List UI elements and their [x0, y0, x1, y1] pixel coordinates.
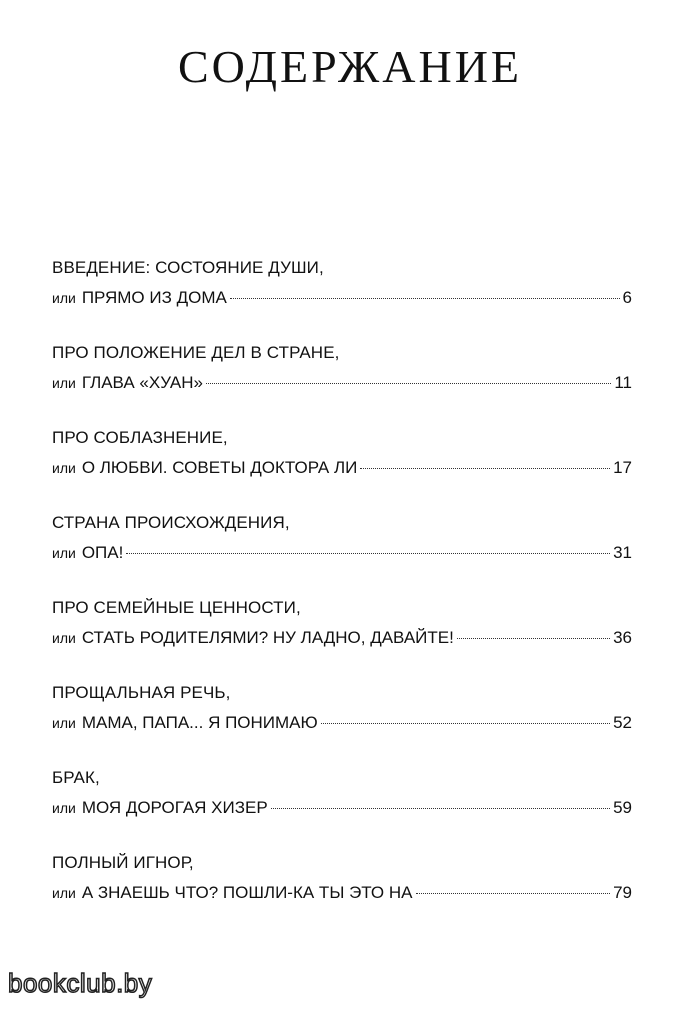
toc-entry-subtitle: А ЗНАЕШЬ ЧТО? ПОШЛИ-КА ТЫ ЭТО НА	[81, 883, 413, 902]
toc-entry-prefix: или	[52, 715, 76, 731]
toc-entry-page-number: 11	[614, 373, 632, 392]
toc-entry-prefix: или	[52, 885, 76, 901]
toc-entry-page-number: 59	[613, 798, 632, 817]
toc-entry	[52, 851, 632, 936]
dot-leader	[271, 808, 610, 809]
toc-entry-subtitle: МОЯ ДОРОГАЯ ХИЗЕР	[81, 798, 268, 817]
toc-entry-subline	[52, 286, 632, 310]
toc-entry	[52, 766, 632, 851]
toc-entry-page-number: 79	[613, 883, 632, 902]
toc-entry-heading: ПРО СОБЛАЗНЕНИЕ,	[52, 428, 228, 447]
dot-leader	[321, 723, 610, 724]
toc-entry	[52, 341, 632, 426]
toc-entry-page-number: 52	[613, 713, 632, 732]
toc-entry-heading: БРАК,	[52, 768, 100, 787]
toc-entry-heading: ПОЛНЫЙ ИГНОР,	[52, 853, 194, 872]
toc-entry-page-number: 31	[613, 543, 632, 562]
watermark: bookclub.by	[8, 968, 153, 998]
toc-entry-heading: ВВЕДЕНИЕ: СОСТОЯНИЕ ДУШИ,	[52, 258, 324, 277]
dot-leader	[416, 893, 611, 894]
toc-entry-subtitle: ГЛАВА «ХУАН»	[81, 373, 203, 392]
toc-entry-subtitle: ПРЯМО ИЗ ДОМА	[81, 288, 227, 307]
dot-leader	[457, 638, 610, 639]
dot-leader	[360, 468, 610, 469]
toc-entry-subline	[52, 626, 632, 650]
toc-entry-prefix: или	[52, 290, 76, 306]
toc-entry-prefix: или	[52, 375, 76, 391]
toc-entry-prefix: или	[52, 460, 76, 476]
toc-entry-page-number: 6	[622, 288, 632, 307]
toc-entry-subline	[52, 456, 632, 480]
toc-entry-subtitle: МАМА, ПАПА... Я ПОНИМАЮ	[81, 713, 318, 732]
toc-entry-heading: СТРАНА ПРОИСХОЖДЕНИЯ,	[52, 513, 290, 532]
toc-entry-subline	[52, 881, 632, 905]
toc-entry-subline	[52, 796, 632, 820]
toc-entry-prefix: или	[52, 800, 76, 816]
toc-entry-subline	[52, 371, 632, 395]
table-of-contents	[52, 256, 632, 936]
toc-entry-subline	[52, 541, 632, 565]
toc-entry	[52, 256, 632, 341]
toc-entry	[52, 511, 632, 596]
dot-leader	[126, 553, 610, 554]
toc-entry-heading: ПРО ПОЛОЖЕНИЕ ДЕЛ В СТРАНЕ,	[52, 343, 340, 362]
toc-entry-heading: ПРО СЕМЕЙНЫЕ ЦЕННОСТИ,	[52, 598, 301, 617]
toc-entry	[52, 426, 632, 511]
toc-entry-subtitle: СТАТЬ РОДИТЕЛЯМИ? НУ ЛАДНО, ДАВАЙТЕ!	[81, 628, 454, 647]
toc-entry-prefix: или	[52, 545, 76, 561]
dot-leader	[230, 298, 620, 299]
toc-entry-subline	[52, 711, 632, 735]
toc-entry-subtitle: О ЛЮБВИ. СОВЕТЫ ДОКТОРА ЛИ	[81, 458, 358, 477]
toc-entry-subtitle: ОПА!	[81, 543, 124, 562]
toc-entry-page-number: 36	[613, 628, 632, 647]
toc-entry-heading: ПРОЩАЛЬНАЯ РЕЧЬ,	[52, 683, 231, 702]
page-title: СОДЕРЖАНИЕ	[177, 41, 523, 92]
dot-leader	[206, 383, 611, 384]
toc-entry-page-number: 17	[613, 458, 632, 477]
toc-entry	[52, 596, 632, 681]
toc-entry-prefix: или	[52, 630, 76, 646]
toc-entry	[52, 681, 632, 766]
